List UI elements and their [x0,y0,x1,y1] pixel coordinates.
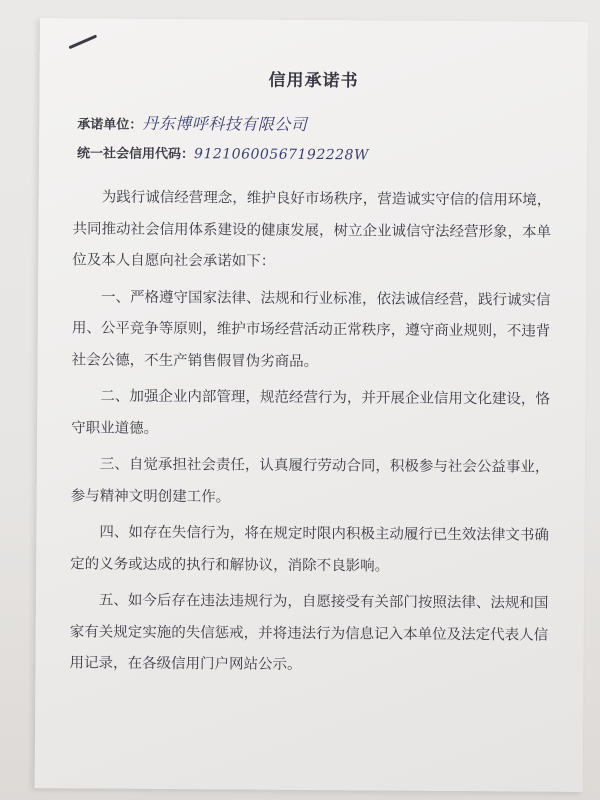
document-page [35,18,588,792]
pen-mark [68,35,97,50]
promising-unit-field [77,110,307,135]
pledge-item-2: 二、加强企业内部管理，规范经营行为，并开展企业信用文化建设，恪守职业道德。 [71,388,550,437]
pledge-item-1: 一、严格遵守国家法律、法规和行业标准，依法诚信经营，践行诚实信用、公平竞争等原则，维护市场经营活动正常秩序，遵守商业规则，不违背社会公德，不生产销售假冒伪劣商品。 [71,289,551,370]
credit-code-field [77,142,369,163]
credit-code-label: 统一社会信用代码： [77,146,195,163]
promising-unit-handwritten-value: 丹东博呼科技有限公司 [142,113,308,134]
pledge-item-5: 五、如今后存在违法违规行为，自愿接受有关部门按照法律、法规和国家有关规定实施的失信惩戒，并将违法行为信息记入本单位及法定代表人信用记录，在各级信用门户网站公示。 [69,592,549,673]
credit-code-handwritten-value: 91210600567192228W [194,146,369,164]
pledge-intro: 为践行诚信经营理念，维护良好市场秩序，营造诚实守信的信用环境，共同推动社会信用体系建设的健康发展，树立企业诚信守法经营形象，本单位及本人自愿向社会承诺如下： [72,189,552,270]
document-title: 信用承诺书 [268,70,359,92]
promising-unit-label: 承诺单位： [77,117,143,133]
pledge-item-4: 四、如存在失信行为，将在规定时限内积极主动履行已生效法律文书确定的义务或达成的执行和解协议，消除不良影响。 [70,524,549,575]
pledge-body [69,182,564,683]
pledge-item-3: 三、自觉承担社会责任，认真履行劳动合同，积极参与社会公益事业，参与精神文明创建工作。 [70,456,550,505]
